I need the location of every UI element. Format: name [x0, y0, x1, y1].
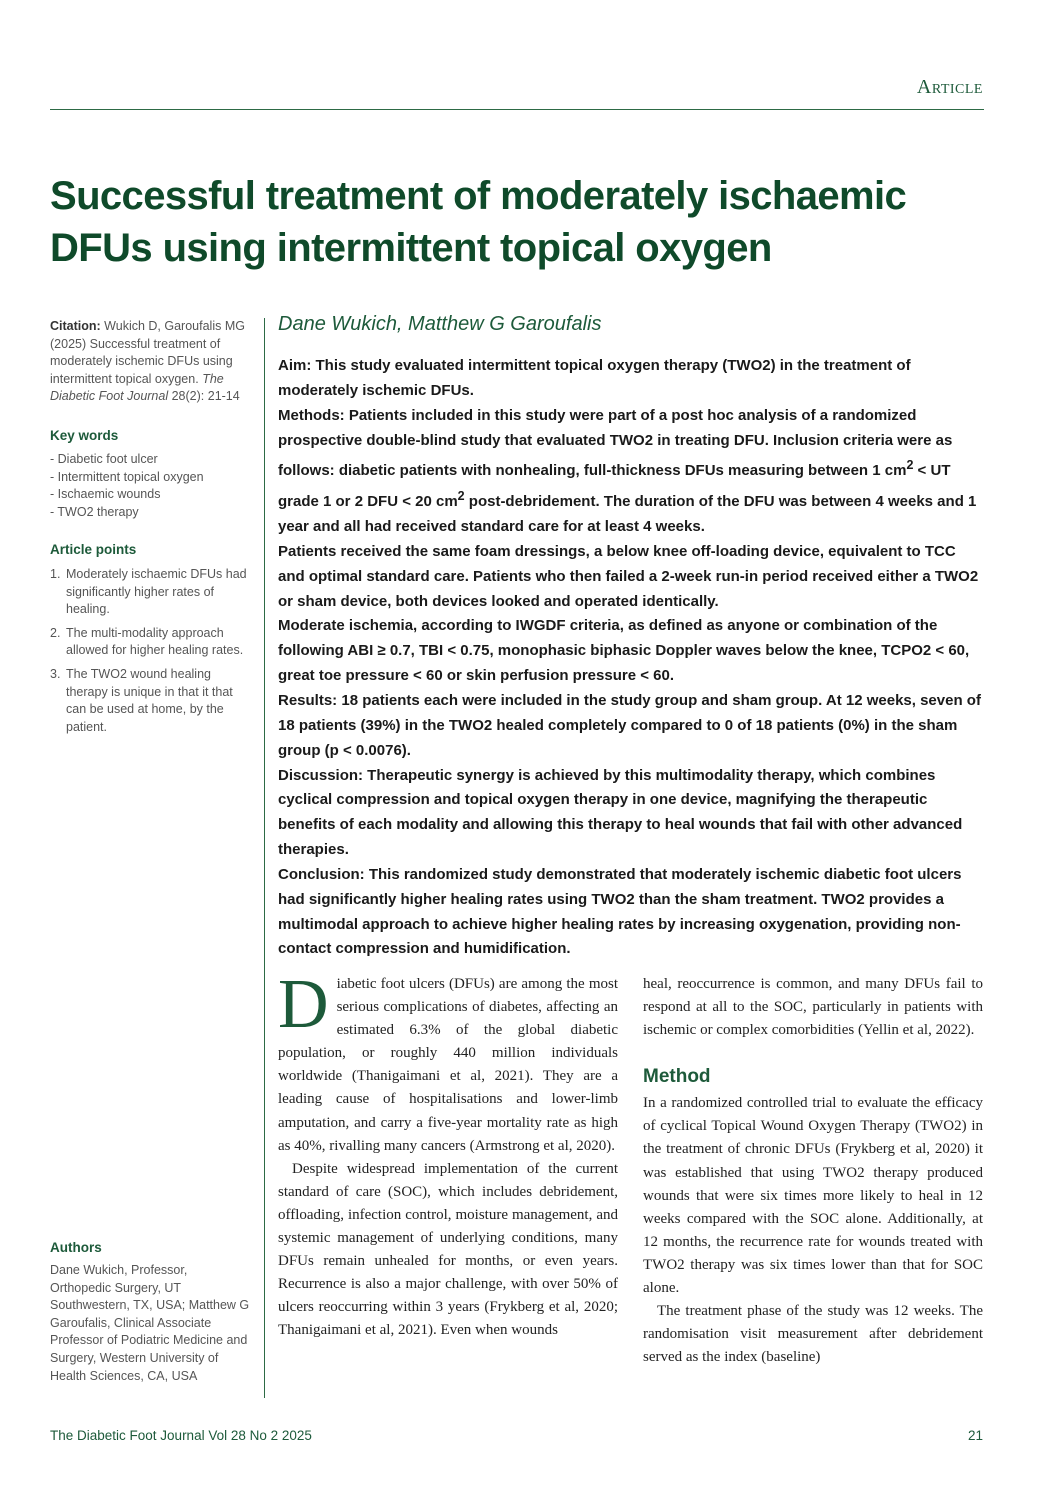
body-column-left: [278, 966, 618, 1343]
keyword-item: - Ischaemic wounds: [50, 487, 161, 502]
citation-journal: The Diabetic Foot Journal: [50, 371, 224, 404]
point-number: 3.: [50, 666, 61, 681]
keyword-item: - Intermittent topical oxygen: [50, 469, 204, 484]
body-column-right: [643, 973, 983, 1369]
keyword-item: - TWO2 therapy: [50, 504, 139, 519]
abstract-results: Results: 18 patients each were included in the study group and sham group. At 12 weeks, seven of 18 patients (39%) in the TWO2 healed completely compared to 0 of 18 patients (0%) in the sham group (p < 0.0076).: [278, 691, 981, 759]
article-point-item: [50, 625, 255, 660]
article-points-heading: Article points: [50, 542, 137, 557]
keywords-heading: Key words: [50, 428, 119, 443]
body-paragraph: The treatment phase of the study was 12 weeks. The randomisation visit measurement after debridement served as the index (baseline): [643, 1303, 983, 1366]
body-paragraph: In a randomized controlled trial to evaluate the efficacy of cyclical Topical Wound Oxygen Therapy (TWO2) in the treatment of chronic DFUs (Frykberg et al, 2020) it was established that using TWO2 therapy produced wounds that were six times more likely to heal in 12 weeks compared with the SOC alone. Additionally, at 12 months, the recurrence rate for wounds treated with TWO2 therapy was six times lower than that for SOC alone.: [643, 1095, 983, 1297]
abstract-methods: [278, 404, 984, 540]
point-text: Moderately ischaemic DFUs had significantly higher rates of healing.: [66, 567, 247, 617]
header-rule: [50, 109, 984, 110]
drop-cap: D: [278, 966, 329, 1043]
abstract-conclusion: Conclusion: This randomized study demonstrated that moderately ischemic diabetic foot ulcers had significantly higher healing rates using TWO2 than the sham treatment. TWO2 provides a multimodal approach to achieve higher healing rates by increasing oxygenation, providing non-contact compression and humidification.: [278, 865, 962, 958]
citation-volume: 28: [171, 389, 186, 404]
authors-heading: Authors: [50, 1240, 102, 1255]
abstract-aim: Aim: This study evaluated intermittent topical oxygen therapy (TWO2) in the treatment of moderately ischemic DFUs.: [278, 357, 911, 399]
abstract: [278, 354, 984, 962]
authors-affiliations: Dane Wukich, Professor, Orthopedic Surgery, UT Southwestern, TX, USA; Matthew G Garoufalis, Clinical Associate Professor of Podiatric Medicine and Surgery, Western University of Health Sciences, CA, USA: [50, 1263, 250, 1383]
footer-journal: The Diabetic Foot Journal Vol 28 No 2 2025: [50, 1428, 312, 1443]
paragraph-text: iabetic foot ulcers (DFUs) are among the most serious complications of diabetes, affecting an estimated 6.3% of the global diabetic population, or roughly 440 million individuals worldwide (Thanigaimani et al, 2021). They are a leading cause of hospitalisations and lower-limb amputation, and carry a five-year mortality rate as high as 40%, rivalling many cancers (Armstrong et al, 2020).: [278, 976, 618, 1154]
article-title: Successful treatment of moderately ischaemic DFUs using intermittent topical oxygen: [50, 174, 907, 270]
body-paragraph: heal, reoccurrence is common, and many DFUs fail to respond at all to the SOC, particularly in patients with ischemic or complex comorbidities (Yellin et al, 2022).: [643, 976, 983, 1039]
methods-text-3: post-debridement. The duration of the DFU was between 4 weeks and 1 year and all had received standard care for at least 4 weeks.: [278, 493, 977, 536]
abstract-discussion: Discussion: Therapeutic synergy is achieved by this multimodality therapy, which combines cyclical compression and topical oxygen therapy in one device, magnifying the therapeutic benefits of each modality and allowing this therapy to heal wounds that fail with other advanced therapies.: [278, 766, 963, 859]
methods-text-2: < UT grade 1 or 2 DFU < 20 cm: [278, 462, 951, 511]
methods-text-1: Methods: Patients included in this study were part of a post hoc analysis of a randomized prospective double-blind study that evaluated TWO2 in treating DFU. Inclusion criteria were as follows: diabetic patients with nonhealing, full-thickness DFUs measuring between 1 cm: [278, 406, 953, 480]
citation-text: Wukich D, Garoufalis MG (2025) Successful treatment of moderately ischemic DFUs using intermittent topical oxygen.: [50, 319, 245, 386]
point-number: 2.: [50, 625, 61, 640]
point-number: 1.: [50, 567, 61, 581]
abstract-patients: Patients received the same foam dressings, a below knee off-loading device, equivalent to TCC and optimal standard care. Patients who then failed a 2-week run-in period received either a TWO2 or sham device, both devices looked and operated identically.: [278, 542, 979, 610]
section-label: Article: [916, 76, 983, 98]
superscript-2: 2: [457, 489, 465, 504]
superscript-2: 2: [906, 458, 914, 473]
body-paragraph: Despite widespread implementation of the current standard of care (SOC), which includes debridement, offloading, infection control, moisture management, and systemic management of underlying conditions, many DFUs remain unhealed for months, or even years. Recurrence is also a major challenge, with over 50% of ulcers reoccurring within 3 years (Frykberg et al, 2020; Thanigaimani et al, 2021). Even when wounds: [278, 1160, 618, 1339]
page-number: 21: [967, 1428, 983, 1443]
article-point-item: [50, 566, 255, 619]
point-text: The TWO2 wound healing therapy is unique in that it that can be used at home, by the patient.: [66, 666, 233, 734]
article-point-item: [50, 666, 255, 736]
method-heading: Method: [643, 1066, 711, 1088]
sidebar-divider: [264, 318, 265, 1398]
body-paragraph: [278, 966, 618, 1158]
keyword-item: - Diabetic foot ulcer: [50, 452, 158, 466]
citation-issue-pages: (2): 21-14: [185, 389, 240, 404]
point-text: The multi-modality approach allowed for higher healing rates.: [66, 625, 244, 658]
article-points-list: [50, 566, 255, 742]
citation-label: Citation:: [50, 319, 101, 333]
keywords-list: [50, 451, 250, 521]
citation: [50, 318, 250, 406]
byline: Dane Wukich, Matthew G Garoufalis: [278, 313, 602, 335]
abstract-ischemia: Moderate ischemia, according to IWGDF criteria, as defined as anyone or combination of the following ABI ≥ 0.7, TBI < 0.75, monophasic biphasic Doppler waves below the knee, TCPO2 < 60, great toe pressure < 60 or skin perfusion pressure < 60.: [278, 617, 970, 685]
